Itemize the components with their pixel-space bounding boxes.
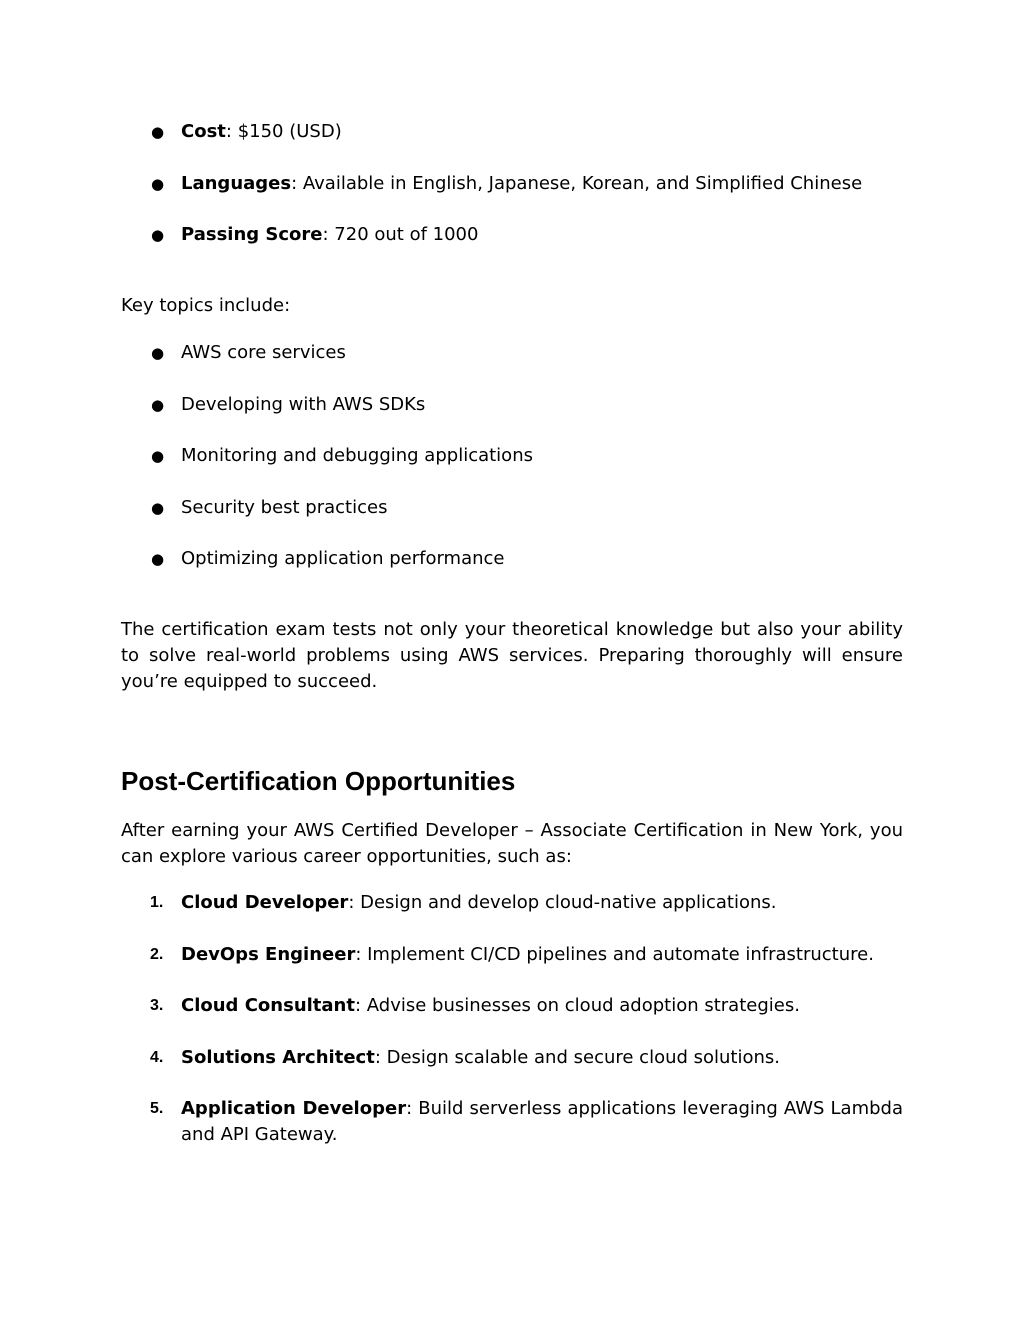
topic-text: Security best practices	[181, 496, 388, 518]
detail-term: Passing Score	[181, 224, 323, 245]
list-item	[121, 171, 903, 197]
post-cert-intro: After earning your AWS Certified Developer – Associate Certification in New York, you can explore various career opportunities, such as:	[121, 820, 903, 867]
role-text: : Implement CI/CD pipelines and automate infrastructure.	[355, 943, 874, 965]
bullet-icon: ●	[151, 123, 165, 141]
role-term: Cloud Consultant	[181, 995, 355, 1016]
topic-text: Optimizing application performance	[181, 548, 505, 569]
role-text: : Build serverless applications leveraging AWS Lambda and API Gateway.	[181, 1098, 903, 1145]
role-term: Cloud Developer	[181, 892, 349, 913]
list-item	[121, 993, 903, 1019]
role-text: : Advise businesses on cloud adoption strategies.	[354, 995, 800, 1016]
key-topics-list	[121, 340, 903, 598]
list-item	[121, 942, 903, 968]
exam-details-list	[121, 119, 903, 274]
list-number: 2.	[150, 945, 164, 963]
list-number: 3.	[150, 997, 164, 1014]
bullet-icon: ●	[151, 447, 165, 465]
detail-term: Cost	[181, 121, 226, 142]
role-term: Solutions Architect	[181, 1046, 375, 1068]
role-term: Application Developer	[181, 1098, 407, 1119]
bullet-icon: ●	[151, 226, 165, 244]
list-item	[121, 222, 903, 248]
list-item	[121, 119, 903, 145]
list-item	[121, 392, 903, 418]
detail-term: Languages	[181, 172, 292, 194]
list-item	[121, 890, 903, 916]
detail-text: : Available in English, Japanese, Korean, and Simplified Chinese	[291, 172, 863, 194]
list-number: 5.	[150, 1100, 164, 1117]
bullet-icon: ●	[151, 344, 165, 362]
list-item	[121, 340, 903, 366]
role-text: : Design and develop cloud-native applications.	[348, 892, 777, 913]
section-heading: Post-Certification Opportunities	[121, 766, 516, 796]
list-number: 4.	[150, 1048, 164, 1066]
role-text: : Design scalable and secure cloud solutions.	[374, 1046, 781, 1068]
list-item	[121, 1045, 903, 1071]
bullet-icon: ●	[151, 498, 165, 517]
career-roles-list	[121, 890, 903, 1174]
bullet-icon: ●	[151, 395, 165, 414]
list-number: 1.	[150, 894, 164, 911]
topic-text: AWS core services	[181, 342, 346, 363]
list-item	[121, 443, 903, 469]
role-term: DevOps Engineer	[181, 943, 356, 965]
key-topics-intro: Key topics include:	[121, 295, 291, 316]
list-item	[121, 1096, 903, 1148]
topic-text: Monitoring and debugging applications	[181, 445, 533, 466]
exam-paragraph: The certification exam tests not only your theoretical knowledge but also your ability to solve real-world problems using AWS services. Preparing thoroughly will ensure you’re equipped to succeed.	[121, 619, 903, 692]
list-item	[121, 495, 903, 521]
bullet-icon: ●	[151, 550, 165, 568]
list-item	[121, 546, 903, 572]
detail-text: : $150 (USD)	[225, 121, 342, 142]
detail-text: : 720 out of 1000	[322, 224, 479, 245]
topic-text: Developing with AWS SDKs	[181, 393, 426, 415]
bullet-icon: ●	[151, 174, 165, 193]
